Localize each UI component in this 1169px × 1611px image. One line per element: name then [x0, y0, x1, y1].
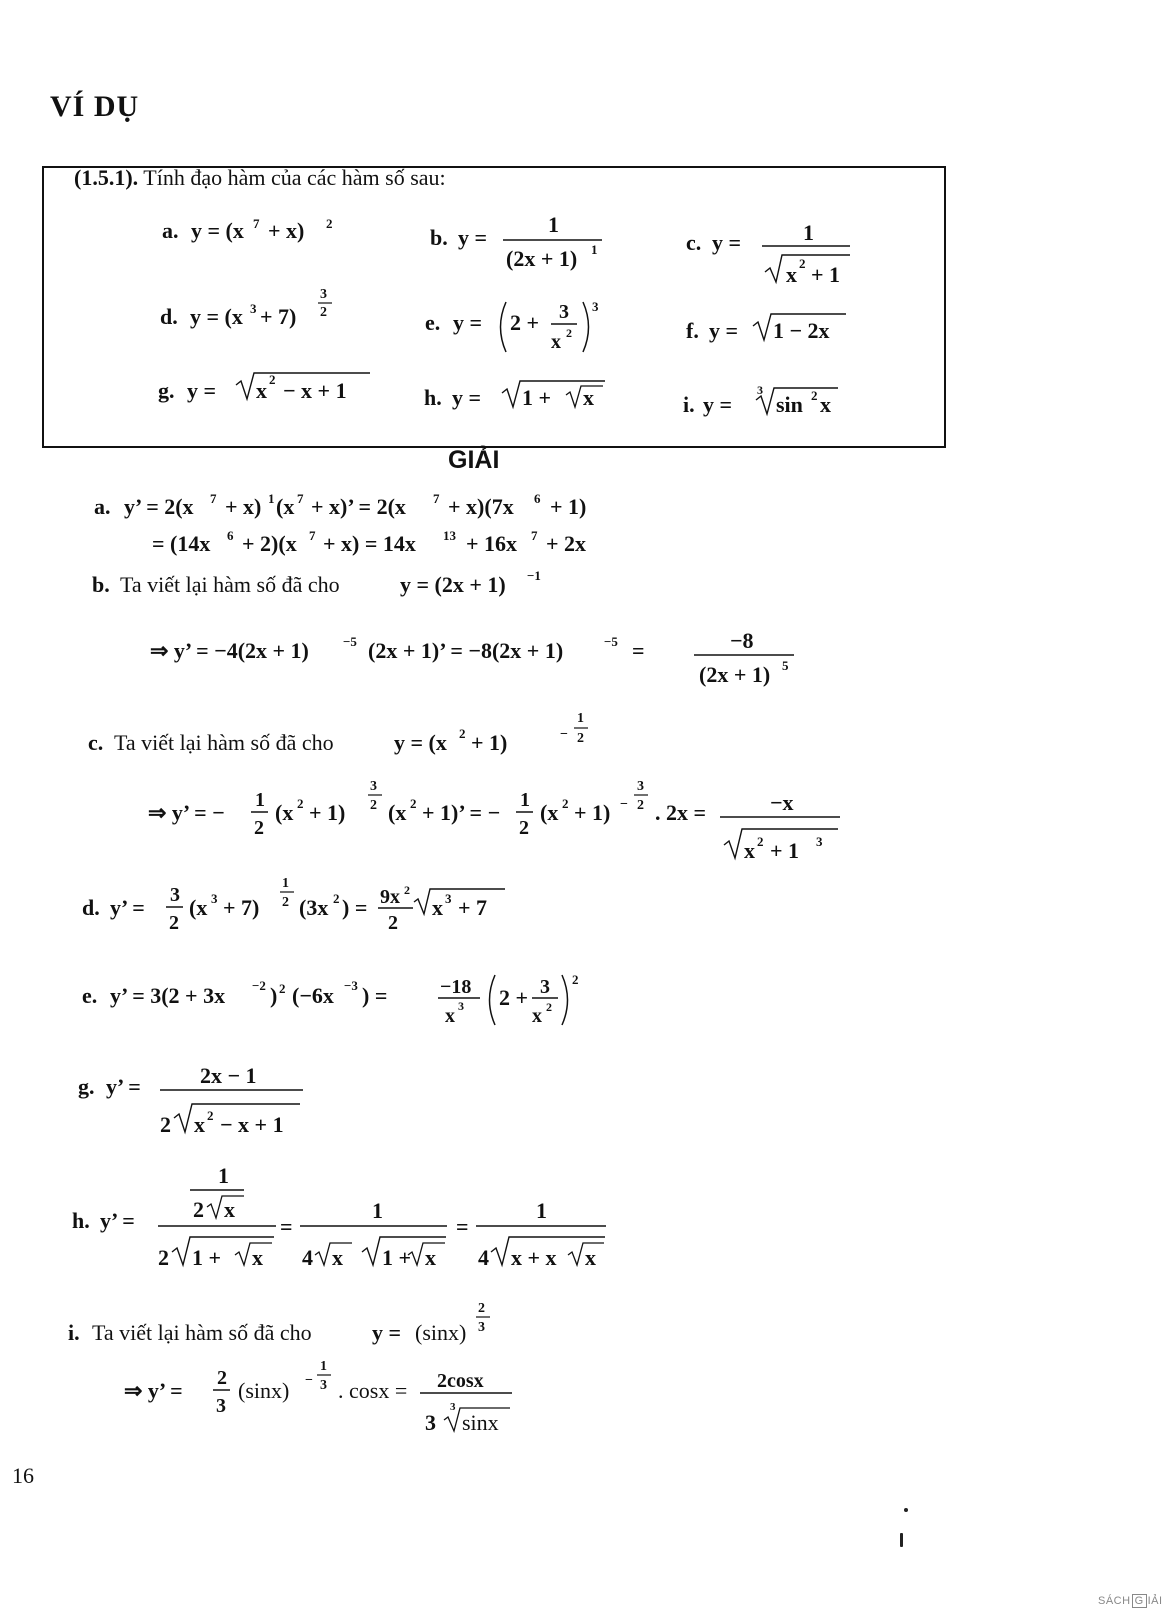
svg-text:3: 3 [216, 1395, 226, 1417]
watermark-logo [1098, 1594, 1163, 1608]
svg-text:sin: sin [776, 392, 803, 417]
svg-text:(x: (x [189, 895, 208, 920]
svg-text:e.: e. [82, 983, 98, 1008]
svg-text:+ x)’ = 2(x: + x)’ = 2(x [311, 494, 406, 519]
solution-i-line-2 [124, 1359, 512, 1435]
svg-text:+ 1): + 1) [574, 800, 611, 825]
svg-text:2cosx: 2cosx [437, 1370, 484, 1392]
svg-text:1: 1 [218, 1163, 229, 1188]
svg-text:h.: h. [72, 1208, 90, 1233]
svg-text:y’ =: y’ = [110, 895, 145, 920]
problem-item-f [686, 314, 846, 343]
svg-text:⇒ y’ = −: ⇒ y’ = − [148, 800, 225, 825]
svg-text:y = (x: y = (x [191, 218, 244, 243]
svg-text:−8: −8 [730, 628, 754, 653]
svg-text:=: = [280, 1214, 293, 1239]
svg-text:−18: −18 [440, 976, 472, 998]
svg-text:(x: (x [275, 800, 294, 825]
svg-text:(x: (x [540, 800, 559, 825]
svg-text:(x: (x [276, 494, 295, 519]
svg-text:y’ = 2(x: y’ = 2(x [124, 494, 194, 519]
solution-i-line-1 [68, 1301, 490, 1345]
svg-text:−: − [305, 1373, 313, 1388]
svg-text:x: x [425, 1245, 436, 1270]
svg-text:x: x [551, 331, 561, 353]
svg-text:2x − 1: 2x − 1 [200, 1063, 257, 1088]
svg-text:2: 2 [158, 1245, 169, 1270]
svg-text:x: x [585, 1245, 596, 1270]
svg-text:d.: d. [160, 304, 178, 329]
problem-number: (1.5.1). [74, 165, 139, 190]
svg-text:3: 3 [559, 301, 569, 323]
svg-text:2: 2 [478, 1301, 485, 1316]
watermark-mid: G [1132, 1594, 1147, 1608]
svg-text:1 +: 1 + [382, 1245, 412, 1270]
svg-text:−: − [560, 727, 568, 742]
svg-text:+ 1): + 1) [471, 730, 508, 755]
svg-text:2: 2 [370, 798, 377, 813]
svg-text:2 +: 2 + [499, 985, 529, 1010]
svg-text:2: 2 [207, 1108, 214, 1123]
svg-text:2: 2 [254, 817, 264, 839]
svg-text:5: 5 [782, 658, 789, 673]
svg-text:1: 1 [520, 789, 530, 811]
svg-text:1: 1 [320, 1359, 327, 1374]
svg-text:a.: a. [94, 494, 111, 519]
svg-text:x: x [744, 838, 755, 863]
solution-b-line-2 [150, 628, 794, 687]
svg-text:1: 1 [577, 711, 584, 726]
svg-text:6: 6 [227, 528, 234, 543]
svg-text:3: 3 [540, 976, 550, 998]
svg-text:+ x): + x) [268, 218, 305, 243]
svg-text:7: 7 [309, 528, 316, 543]
svg-text:+ 2x: + 2x [546, 531, 587, 556]
page-number: 16 [12, 1463, 34, 1488]
problem-item-b [430, 212, 602, 271]
svg-text:c.: c. [686, 230, 702, 255]
svg-text:7: 7 [253, 216, 260, 231]
svg-text:− x + 1: − x + 1 [283, 378, 347, 403]
svg-text:(2x + 1)’ = −8(2x + 1): (2x + 1)’ = −8(2x + 1) [368, 638, 564, 663]
svg-text:(sinx): (sinx) [238, 1378, 290, 1403]
svg-text:y = (x: y = (x [394, 730, 447, 755]
svg-text:(2x + 1): (2x + 1) [699, 662, 771, 687]
svg-text:(2x + 1): (2x + 1) [506, 246, 578, 271]
svg-text:i.: i. [68, 1320, 80, 1345]
svg-text:h.: h. [424, 385, 442, 410]
watermark-pre: SÁCH [1098, 1595, 1131, 1607]
svg-text:2: 2 [811, 388, 818, 403]
svg-text:2: 2 [160, 1112, 171, 1137]
svg-text:g.: g. [78, 1074, 95, 1099]
page-heading: VÍ DỤ [50, 90, 140, 123]
solution-b-line-1 [92, 568, 541, 597]
solution-a-line-1 [94, 491, 586, 519]
svg-text:Ta viết lại hàm số đã cho: Ta viết lại hàm số đã cho [114, 730, 334, 755]
svg-text:− x + 1: − x + 1 [220, 1112, 284, 1137]
svg-text:x: x [445, 1005, 455, 1027]
svg-text:2: 2 [279, 981, 286, 996]
svg-text:2: 2 [333, 891, 340, 906]
svg-text:x: x [252, 1245, 263, 1270]
solution-c-line-2 [148, 779, 840, 863]
svg-text:x: x [194, 1112, 205, 1137]
svg-text:2: 2 [269, 372, 276, 387]
svg-text:⇒ y’ = −4(2x + 1): ⇒ y’ = −4(2x + 1) [150, 638, 309, 663]
svg-text:+ 7): + 7) [260, 304, 297, 329]
svg-text:= (14x: = (14x [152, 531, 211, 556]
svg-text:. 2x =: . 2x = [655, 800, 707, 825]
svg-text:g.: g. [158, 378, 175, 403]
svg-text:y =: y = [372, 1320, 402, 1345]
svg-text:2: 2 [637, 798, 644, 813]
svg-text:sinx: sinx [462, 1410, 499, 1435]
svg-text:7: 7 [297, 491, 304, 506]
svg-text:2: 2 [519, 817, 529, 839]
svg-text:3: 3 [320, 1378, 327, 1393]
svg-text:x + x: x + x [511, 1245, 557, 1270]
svg-text:−1: −1 [527, 568, 541, 583]
svg-text:=: = [632, 638, 645, 663]
svg-text:2: 2 [566, 326, 572, 340]
svg-text:1 +: 1 + [522, 385, 552, 410]
svg-text:+ 2)(x: + 2)(x [242, 531, 297, 556]
watermark-post: IẢI [1147, 1595, 1163, 1607]
svg-text:x: x [432, 895, 443, 920]
svg-text:y = (2x + 1): y = (2x + 1) [400, 572, 506, 597]
svg-text:1: 1 [372, 1198, 383, 1223]
svg-text:+ x) = 14x: + x) = 14x [323, 531, 416, 556]
svg-text:2: 2 [388, 912, 398, 934]
svg-text:1: 1 [591, 242, 598, 257]
svg-text:b.: b. [430, 225, 448, 250]
svg-text:3: 3 [370, 779, 377, 794]
solution-a-line-2 [152, 528, 586, 556]
svg-text:1: 1 [803, 220, 814, 245]
svg-text:+ 7: + 7 [458, 895, 488, 920]
svg-text:2: 2 [577, 731, 584, 746]
svg-text:e.: e. [425, 310, 441, 335]
svg-text:2: 2 [410, 796, 417, 811]
scan-mark [900, 1533, 903, 1547]
svg-text:c.: c. [88, 730, 104, 755]
svg-text:2: 2 [193, 1197, 204, 1222]
svg-text:+ 16x: + 16x [466, 531, 518, 556]
svg-text:x: x [820, 392, 831, 417]
svg-text:9x: 9x [380, 886, 400, 908]
svg-text:y =: y = [703, 392, 733, 417]
scan-speck [904, 1508, 908, 1512]
problem-item-i [683, 383, 838, 417]
solution-g [78, 1063, 303, 1137]
svg-text:3: 3 [450, 1401, 456, 1413]
svg-text:+ 7): + 7) [223, 895, 260, 920]
svg-text:3: 3 [320, 287, 327, 302]
svg-text:y = (x: y = (x [190, 304, 243, 329]
svg-text:2 +: 2 + [510, 310, 540, 335]
problem-item-g [158, 372, 370, 403]
svg-text:x: x [532, 1005, 542, 1027]
svg-text:i.: i. [683, 392, 695, 417]
svg-text:1 +: 1 + [192, 1245, 222, 1270]
svg-text:+ 1)’ = −: + 1)’ = − [422, 800, 501, 825]
svg-text:(3x: (3x [299, 895, 329, 920]
svg-text:x: x [224, 1197, 235, 1222]
svg-text:y =: y = [709, 318, 739, 343]
problem-item-e [425, 299, 599, 353]
svg-text:6: 6 [534, 491, 541, 506]
svg-text:3: 3 [592, 299, 599, 314]
svg-text:3: 3 [478, 1320, 485, 1335]
svg-text:⇒ y’ =: ⇒ y’ = [124, 1378, 183, 1403]
svg-text:+ x): + x) [225, 494, 262, 519]
svg-text:+ 1: + 1 [811, 262, 841, 287]
svg-text:4: 4 [478, 1245, 489, 1270]
svg-text:y’ =: y’ = [100, 1208, 135, 1233]
svg-text:y =: y = [187, 378, 217, 403]
svg-text:−x: −x [770, 790, 794, 815]
svg-text:(sinx): (sinx) [415, 1320, 467, 1345]
svg-text:x: x [332, 1245, 343, 1270]
svg-text:f.: f. [686, 318, 699, 343]
svg-text:3: 3 [425, 1410, 436, 1435]
svg-text:1: 1 [548, 212, 559, 237]
svg-text:2: 2 [546, 1000, 552, 1014]
svg-text:7: 7 [210, 491, 217, 506]
svg-text:3: 3 [170, 884, 180, 906]
problem-item-h [424, 381, 605, 410]
svg-text:y =: y = [458, 225, 488, 250]
svg-text:x: x [256, 378, 267, 403]
svg-text:1: 1 [268, 491, 275, 506]
svg-text:(x: (x [388, 800, 407, 825]
solution-c-line-1 [88, 711, 588, 755]
svg-text:y =: y = [712, 230, 742, 255]
svg-text:2: 2 [297, 796, 304, 811]
svg-text:−2: −2 [252, 978, 266, 993]
svg-text:Ta viết lại hàm số đã cho: Ta viết lại hàm số đã cho [92, 1320, 312, 1345]
svg-text:+ 1: + 1 [770, 838, 800, 863]
svg-text:): ) [270, 983, 278, 1008]
svg-text:4: 4 [302, 1245, 313, 1270]
svg-text:) =: ) = [342, 895, 368, 920]
problem-item-a [162, 216, 333, 243]
svg-text:−3: −3 [344, 978, 358, 993]
solution-h [72, 1163, 606, 1270]
svg-text:13: 13 [443, 528, 456, 543]
svg-text:1 − 2x: 1 − 2x [773, 318, 830, 343]
svg-text:=: = [456, 1214, 469, 1239]
svg-text:d.: d. [82, 895, 100, 920]
svg-text:2: 2 [799, 256, 806, 271]
svg-text:y’ = 3(2 + 3x: y’ = 3(2 + 3x [110, 983, 226, 1008]
svg-text:3: 3 [211, 891, 218, 906]
svg-text:2: 2 [459, 726, 466, 741]
svg-text:−5: −5 [604, 634, 618, 649]
svg-text:y =: y = [453, 310, 483, 335]
svg-text:3: 3 [458, 999, 464, 1013]
solution-title: GIẢI [448, 446, 500, 474]
svg-text:y’ =: y’ = [106, 1074, 141, 1099]
svg-text:2: 2 [326, 216, 333, 231]
svg-text:x: x [786, 262, 797, 287]
svg-text:y =: y = [452, 385, 482, 410]
solution-e [82, 972, 579, 1027]
svg-text:2: 2 [320, 305, 327, 320]
svg-text:7: 7 [531, 528, 538, 543]
problem-prompt: Tính đạo hàm của các hàm số sau: [143, 165, 446, 190]
problem-item-c [686, 220, 850, 287]
svg-text:2: 2 [217, 1367, 227, 1389]
svg-text:2: 2 [404, 883, 410, 897]
svg-text:x: x [583, 385, 594, 410]
svg-text:1: 1 [255, 789, 265, 811]
svg-text:7: 7 [433, 491, 440, 506]
svg-text:2: 2 [282, 895, 289, 910]
svg-text:(−6x: (−6x [292, 983, 334, 1008]
svg-text:3: 3 [250, 301, 257, 316]
svg-text:−5: −5 [343, 634, 357, 649]
svg-text:1: 1 [282, 876, 289, 891]
svg-text:2: 2 [572, 972, 579, 987]
solution-d [82, 876, 505, 934]
svg-text:a.: a. [162, 218, 179, 243]
svg-text:2: 2 [757, 834, 764, 849]
problem-item-d [160, 287, 332, 329]
svg-text:1: 1 [536, 1198, 547, 1223]
svg-text:3: 3 [816, 834, 823, 849]
svg-text:+ 1): + 1) [550, 494, 587, 519]
svg-text:2: 2 [562, 796, 569, 811]
svg-text:2: 2 [169, 912, 179, 934]
svg-text:) =: ) = [362, 983, 388, 1008]
svg-text:3: 3 [445, 891, 452, 906]
svg-text:Ta viết lại hàm số đã cho: Ta viết lại hàm số đã cho [120, 572, 340, 597]
svg-text:3: 3 [637, 779, 644, 794]
svg-text:−: − [620, 797, 628, 812]
svg-text:b.: b. [92, 572, 110, 597]
svg-text:+ x)(7x: + x)(7x [448, 494, 514, 519]
svg-text:3: 3 [757, 383, 763, 397]
svg-text:. cosx =: . cosx = [338, 1378, 408, 1403]
svg-text:+ 1): + 1) [309, 800, 346, 825]
